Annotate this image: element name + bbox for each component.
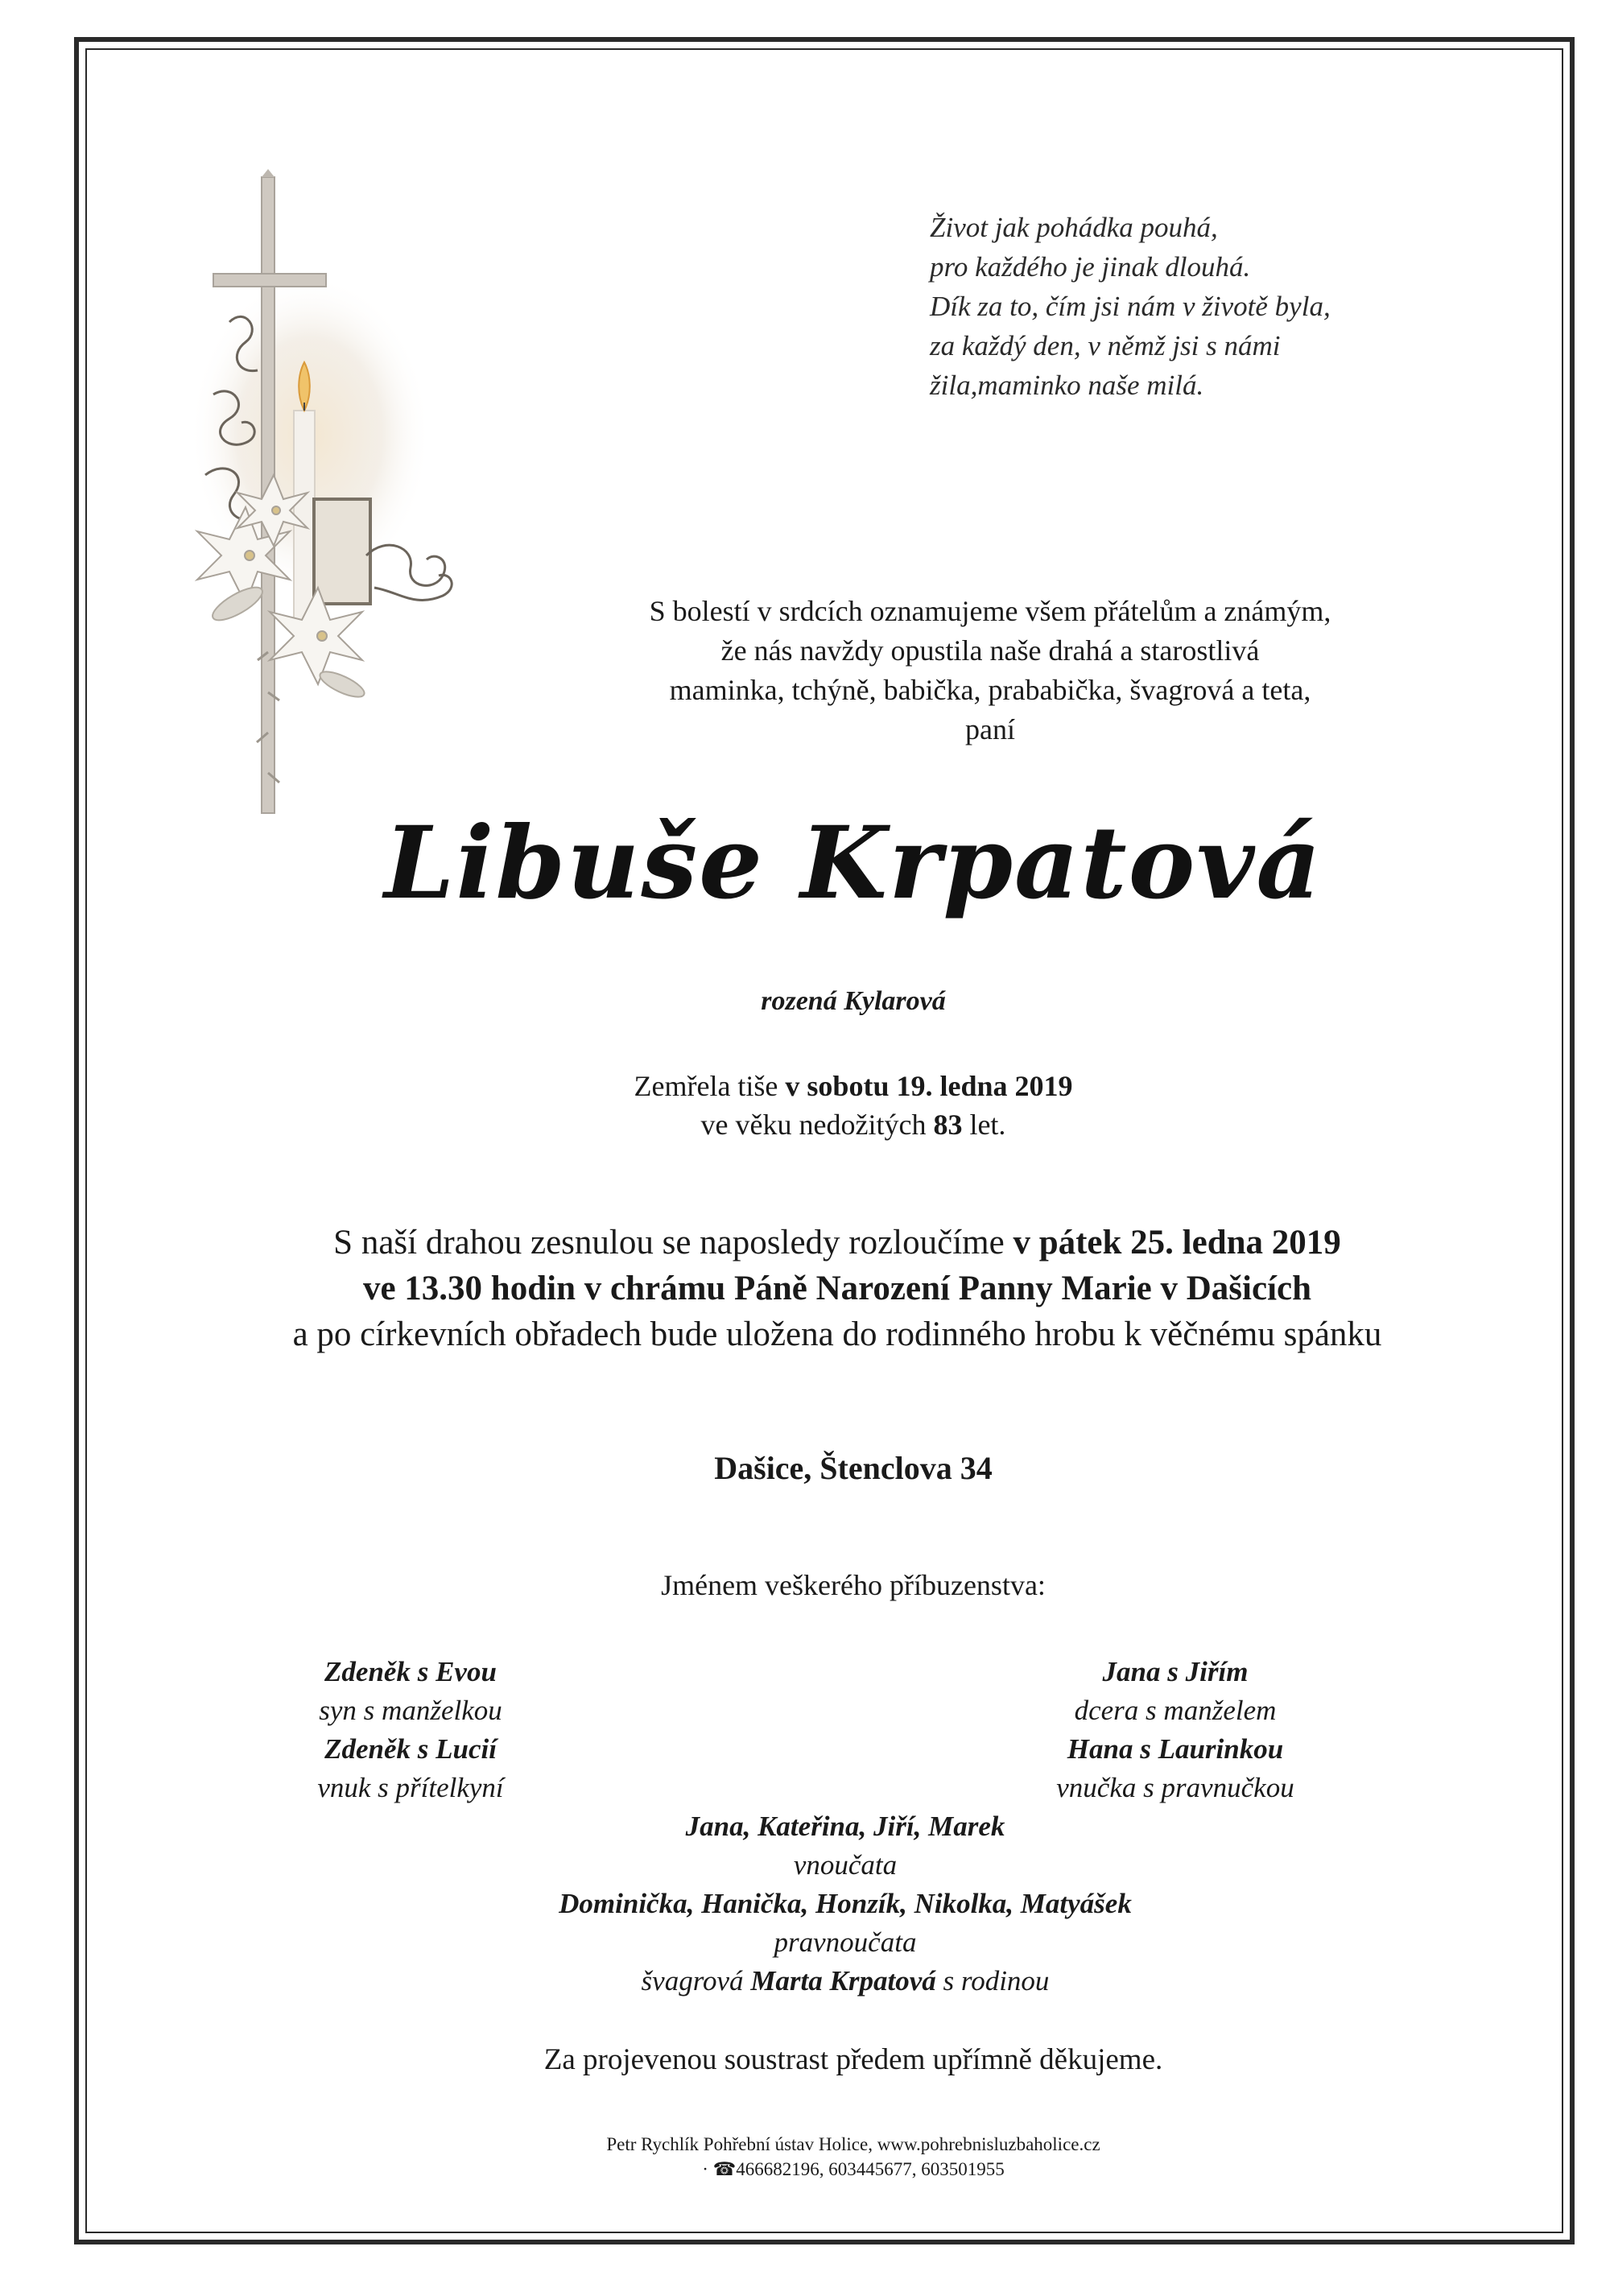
death-age-suffix: let. <box>962 1109 1006 1141</box>
cross-candle-flowers-illustration <box>181 169 495 837</box>
poem-line: Život jak pohádka pouhá, <box>930 212 1218 243</box>
thanks-line: Za projevenou soustrast předem upřímně děkujeme. <box>543 2043 1163 2076</box>
family-relation: dcera s manželem <box>1074 1695 1277 1726</box>
family-left-column <box>266 1653 555 1807</box>
sister-in-law-name: Marta Krpatová <box>750 1965 936 1997</box>
on-behalf-heading: Jménem veškerého příbuzenstva: <box>661 1569 1046 1601</box>
announcement-line: maminka, tchýně, babička, prababička, švagrová a teta, <box>669 674 1311 706</box>
funeral-line-1 <box>113 1220 1562 1266</box>
family-relation: vnuk s přítelkyní <box>317 1772 504 1803</box>
sister-in-law-suffix: s rodinou <box>935 1965 1050 1997</box>
footer-company: Petr Rychlík Pohřební ústav Holice, www.pohrebnisluzbaholice.cz <box>606 2134 1100 2154</box>
death-date: v sobotu 19. ledna 2019 <box>785 1070 1073 1102</box>
death-age-prefix: ve věku nedožitých <box>700 1109 934 1141</box>
announcement-line: S bolestí v srdcích oznamujeme všem přátelům a známým, <box>649 595 1331 627</box>
funeral-time-place: ve 13.30 hodin v chrámu Páně Narození Panny Marie v Dašicích <box>362 1270 1312 1307</box>
footer-phones-line: · ☎466682196, 603445677, 603501955 <box>702 2159 1005 2179</box>
death-date-prefix: Zemřela tiše <box>634 1070 786 1102</box>
poem-line: za každý den, v němž jsi s námi <box>930 330 1281 361</box>
deceased-name: Libuše Krpatová <box>384 805 1323 922</box>
poem-line: pro každého je jinak dlouhá. <box>930 251 1251 283</box>
family-relation: vnoučata <box>793 1849 898 1881</box>
funeral-line-3: a po církevních obřadech bude uložena do rodinného hrobu k věčnému spánku <box>292 1315 1382 1353</box>
family-names: Hana s Laurinkou <box>1067 1733 1284 1765</box>
family-names: Zdeněk s Evou <box>324 1656 497 1687</box>
announcement-line: že nás navždy opustila naše drahá a starostlivá <box>720 634 1260 667</box>
funeral-details <box>113 1220 1562 1357</box>
footer-phones: 466682196, 603445677, 603501955 <box>736 2159 1005 2179</box>
funeral-prefix: S naší drahou zesnulou se naposledy rozloučíme <box>333 1224 1013 1262</box>
family-names: Jana, Kateřina, Jiří, Marek <box>685 1811 1005 1842</box>
family-relation: syn s manželkou <box>319 1695 502 1726</box>
death-age: 83 <box>933 1109 963 1141</box>
announcement <box>531 592 1449 750</box>
death-age-line <box>402 1105 1304 1144</box>
death-date-line <box>402 1067 1304 1105</box>
family-names: Dominička, Hanička, Honzík, Nikolka, Matyášek <box>559 1888 1132 1919</box>
maiden-name: rozená Kylarová <box>761 986 946 1016</box>
poem-line: Dík za to, čím jsi nám v životě byla, <box>930 291 1331 322</box>
phone-icon: ☎ <box>712 2159 737 2179</box>
sister-in-law-line <box>322 1962 1368 2001</box>
address: Dašice, Štenclova 34 <box>714 1450 993 1486</box>
family-center-block <box>322 1807 1368 2001</box>
family-relation: vnučka s pravnučkou <box>1056 1772 1294 1803</box>
family-names: Jana s Jiřím <box>1102 1656 1249 1687</box>
funeral-service-footer <box>451 2132 1256 2182</box>
memorial-poem <box>930 208 1509 405</box>
sister-in-law-prefix: švagrová <box>641 1965 751 1997</box>
announcement-line: paní <box>965 713 1015 745</box>
family-right-column <box>982 1653 1368 1807</box>
death-details <box>402 1067 1304 1144</box>
small-frame-icon <box>314 499 370 604</box>
poem-line: žila,maminko naše milá. <box>930 370 1204 401</box>
funeral-date: v pátek 25. ledna 2019 <box>1013 1224 1341 1262</box>
funeral-line-2 <box>113 1266 1562 1311</box>
family-relation: pravnoučata <box>774 1926 917 1958</box>
family-names: Zdeněk s Lucií <box>324 1733 497 1765</box>
